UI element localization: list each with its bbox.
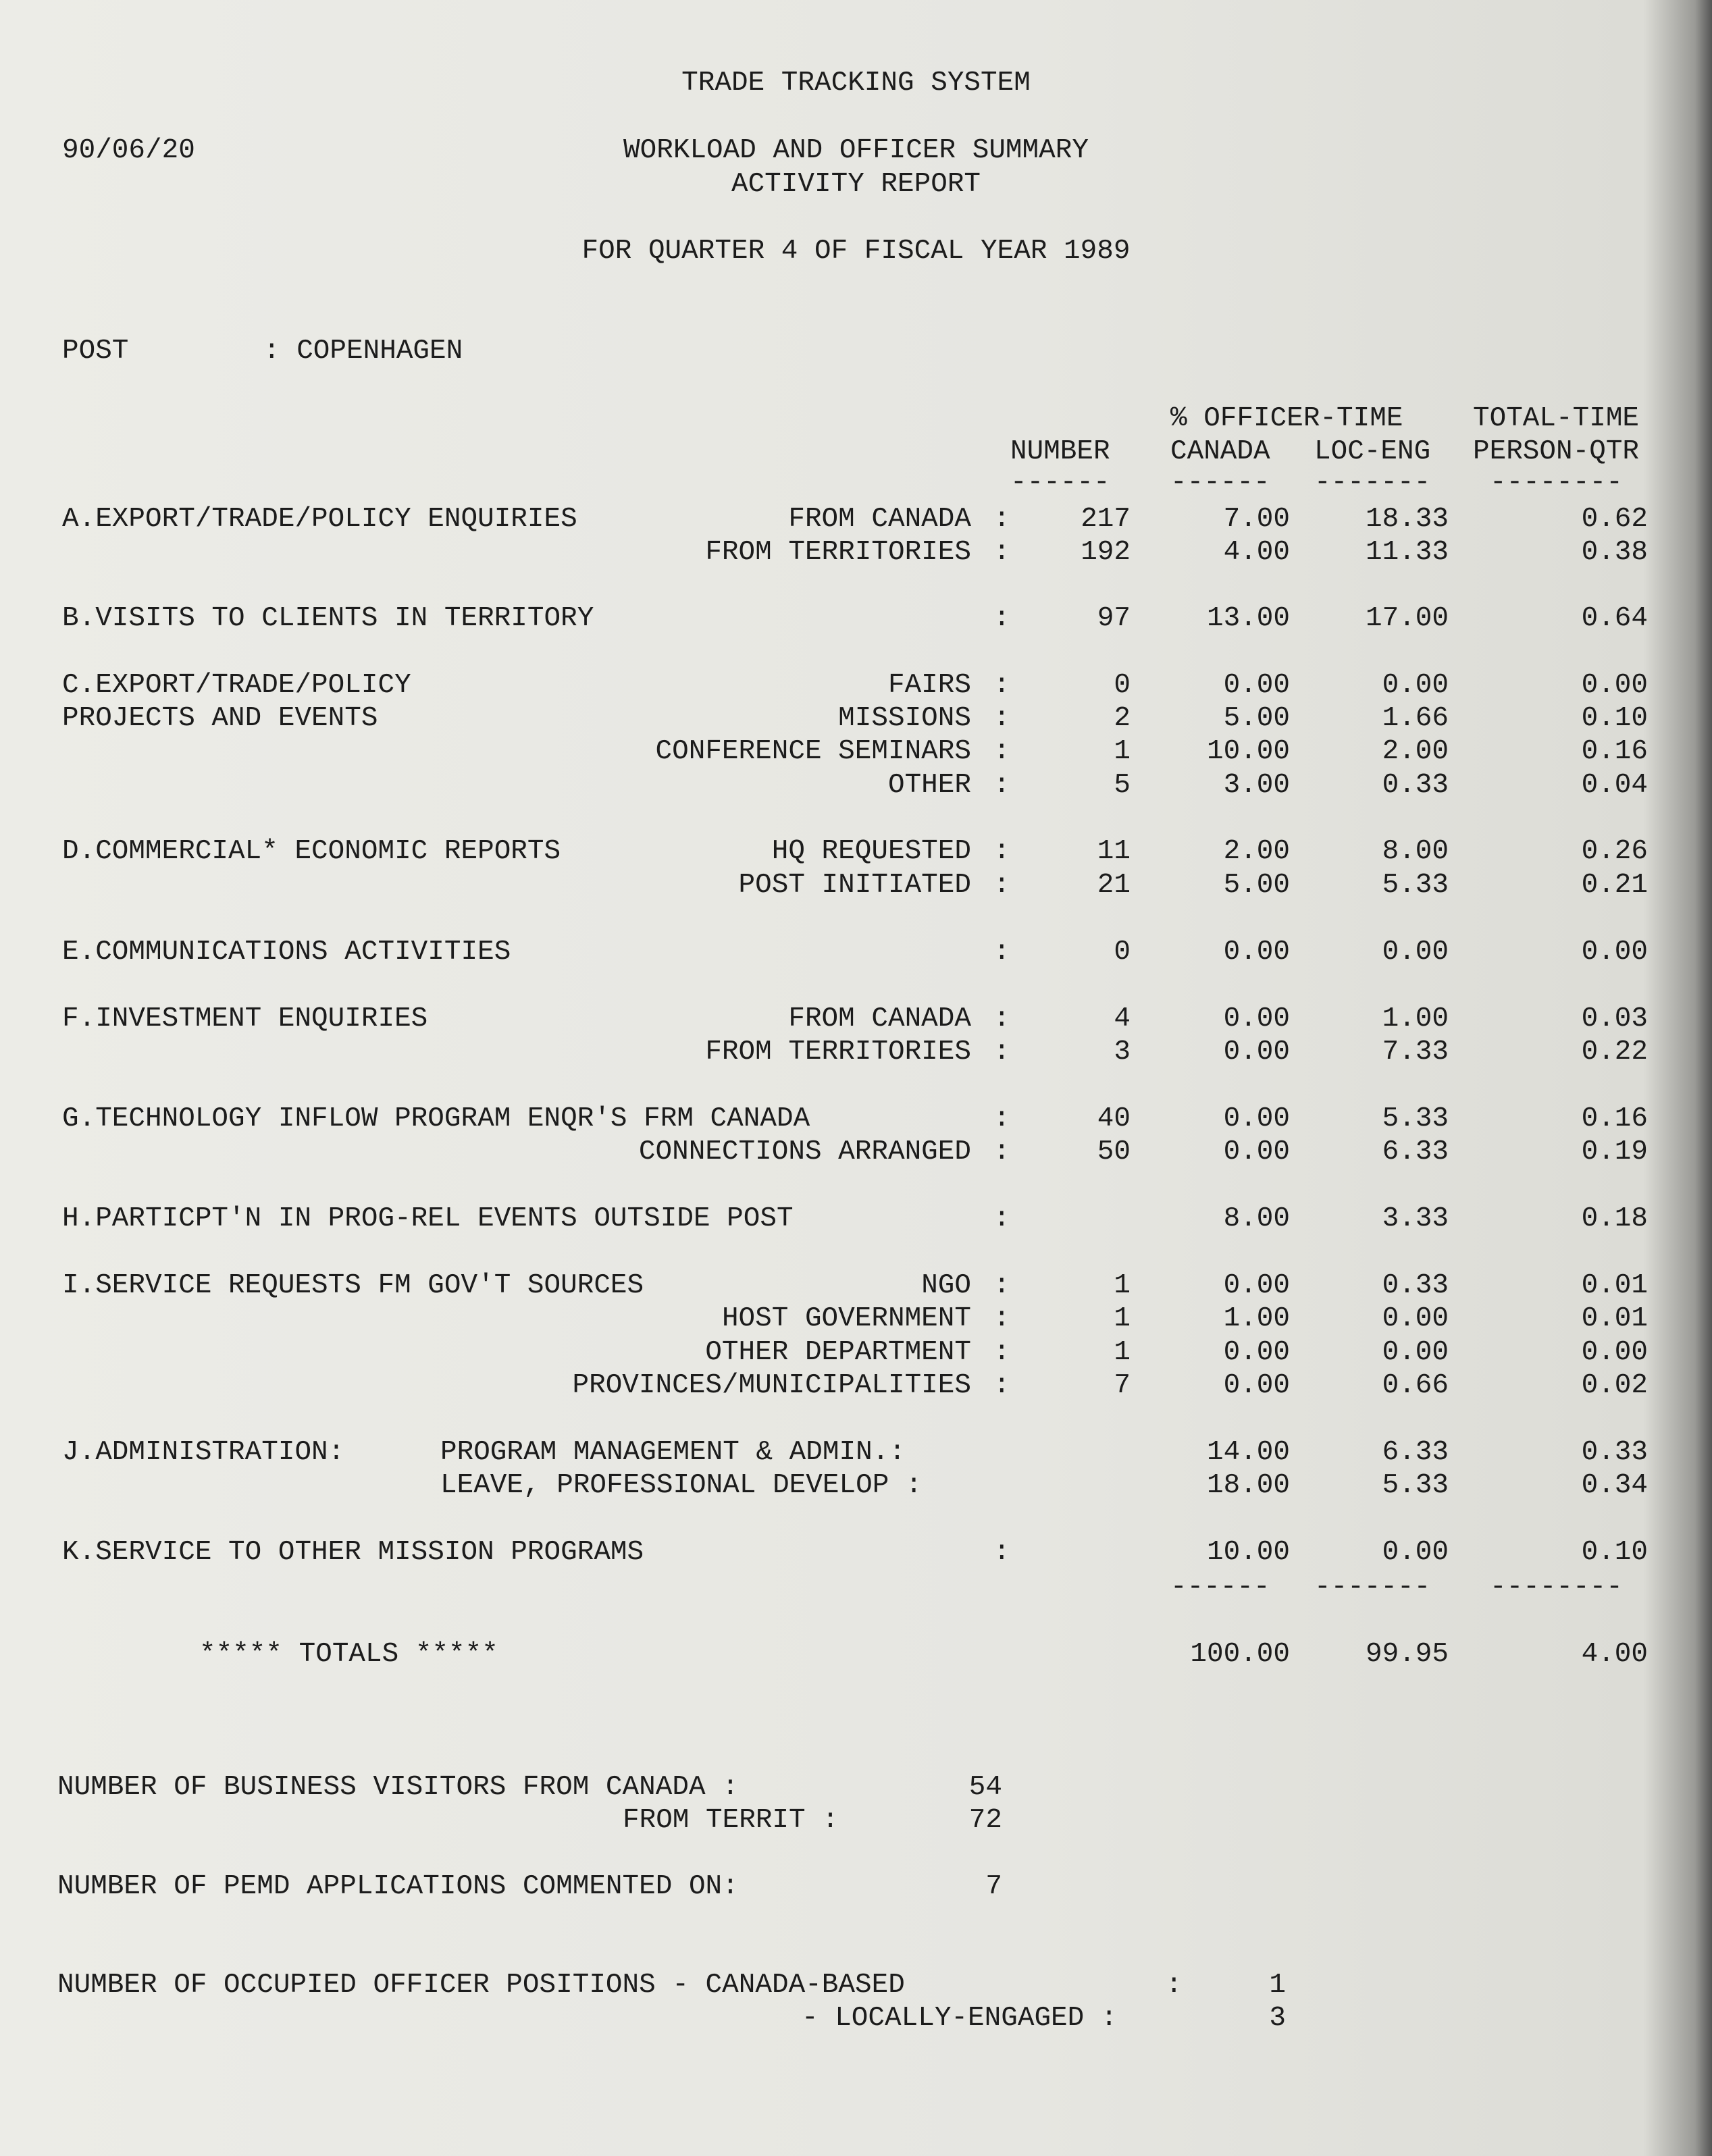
row-number: 7 xyxy=(1114,1370,1131,1401)
row-subcategory: FROM TERRITORIES xyxy=(705,1036,971,1068)
visitors-label: NUMBER OF BUSINESS VISITORS FROM CANADA : xyxy=(57,1772,739,1803)
row-subcategory: PROVINCES/MUNICIPALITIES xyxy=(572,1370,971,1401)
table-row xyxy=(0,835,1712,868)
row-colon: : xyxy=(993,504,1010,535)
row-loceng: 11.33 xyxy=(1365,537,1449,568)
row-colon: : xyxy=(993,1036,1010,1068)
row-loceng: 1.00 xyxy=(1382,1003,1449,1034)
row-person-qtr: 0.38 xyxy=(1581,537,1648,568)
row-subcategory: POST INITIATED xyxy=(738,870,971,901)
row-colon: : xyxy=(993,937,1010,968)
positions-line xyxy=(0,1968,1712,2002)
row-subcategory: MISSIONS xyxy=(838,703,971,734)
row-loceng: 6.33 xyxy=(1382,1136,1449,1167)
row-loceng: 3.33 xyxy=(1382,1203,1449,1234)
positions-le-line xyxy=(0,2001,1712,2035)
row-person-qtr: 0.00 xyxy=(1581,670,1648,701)
pemd-line xyxy=(0,1870,1712,1903)
row-person-qtr: 0.33 xyxy=(1581,1437,1648,1468)
row-number: 11 xyxy=(1097,836,1131,867)
row-person-qtr: 0.26 xyxy=(1581,836,1648,867)
col-number: NUMBER xyxy=(1010,436,1110,467)
report-title-line xyxy=(0,134,1712,167)
row-loceng: 0.00 xyxy=(1382,1537,1449,1568)
row-section: A.EXPORT/TRADE/POLICY ENQUIRIES xyxy=(62,504,577,535)
totals-pq: 4.00 xyxy=(1581,1639,1648,1670)
pemd-label: NUMBER OF PEMD APPLICATIONS COMMENTED ON: xyxy=(57,1871,739,1902)
row-subcategory: FAIRS xyxy=(887,670,971,701)
row-loceng: 18.33 xyxy=(1365,504,1449,535)
row-subcategory: CONNECTIONS ARRANGED xyxy=(638,1136,971,1167)
rule-canada: ------ xyxy=(1170,467,1270,498)
table-row xyxy=(0,502,1712,536)
totals-rule-line xyxy=(0,1571,1712,1604)
report-date: 90/06/20 xyxy=(62,135,195,166)
row-colon: : xyxy=(993,1337,1010,1368)
row-colon: : xyxy=(993,1003,1010,1034)
report-title: WORKLOAD AND OFFICER SUMMARY xyxy=(623,135,1089,166)
row-colon: : xyxy=(993,670,1010,701)
visitors-territ-label: FROM TERRIT : xyxy=(623,1805,839,1836)
row-number: 0 xyxy=(1114,937,1131,968)
row-loceng: 0.00 xyxy=(1382,670,1449,701)
row-number: 0 xyxy=(1114,670,1131,701)
row-colon: : xyxy=(993,1537,1010,1568)
pemd-value: 7 xyxy=(985,1871,1002,1902)
row-number: 1 xyxy=(1114,1337,1131,1368)
row-person-qtr: 0.04 xyxy=(1581,770,1648,801)
totals-label: ***** TOTALS ***** xyxy=(199,1639,498,1670)
row-person-qtr: 0.10 xyxy=(1581,703,1648,734)
row-loceng: 0.66 xyxy=(1382,1370,1449,1401)
rule-personqtr: -------- xyxy=(1490,467,1623,498)
row-section: B.VISITS TO CLIENTS IN TERRITORY xyxy=(62,603,594,634)
row-loceng: 0.00 xyxy=(1382,1303,1449,1334)
totals-line xyxy=(0,1637,1712,1671)
row-section: G.TECHNOLOGY INFLOW PROGRAM ENQR'S FRM CANADA xyxy=(62,1103,810,1134)
row-colon: : xyxy=(993,1203,1010,1234)
table-row xyxy=(0,1102,1712,1136)
row-loceng: 7.33 xyxy=(1382,1036,1449,1068)
row-colon: : xyxy=(993,603,1010,634)
report-period-line xyxy=(0,234,1712,268)
post-label: POST xyxy=(62,336,129,367)
row-number: 5 xyxy=(1114,770,1131,801)
row-number: 4 xyxy=(1114,1003,1131,1034)
report-period: FOR QUARTER 4 OF FISCAL YEAR 1989 xyxy=(581,236,1131,267)
row-loceng: 2.00 xyxy=(1382,736,1449,767)
table-row xyxy=(0,1302,1712,1336)
row-person-qtr: 0.03 xyxy=(1581,1003,1648,1034)
row-person-qtr: 0.10 xyxy=(1581,1537,1648,1568)
col-loc-eng: LOC-ENG xyxy=(1314,436,1431,467)
table-row xyxy=(0,1035,1712,1069)
row-person-qtr: 0.02 xyxy=(1581,1370,1648,1401)
totals-rule-pq: -------- xyxy=(1490,1572,1623,1603)
row-section: D.COMMERCIAL* ECONOMIC REPORTS xyxy=(62,836,561,867)
row-number: 40 xyxy=(1097,1103,1131,1134)
table-row xyxy=(0,668,1712,702)
row-colon: : xyxy=(993,1303,1010,1334)
row-number: 3 xyxy=(1114,1036,1131,1068)
row-colon: : xyxy=(993,1103,1010,1134)
positions-cb: 1 xyxy=(1269,1970,1286,2001)
row-subcategory: HOST GOVERNMENT xyxy=(721,1303,971,1334)
row-person-qtr: 0.62 xyxy=(1581,504,1648,535)
row-person-qtr: 0.00 xyxy=(1581,937,1648,968)
row-person-qtr: 0.18 xyxy=(1581,1203,1648,1234)
row-canada: 0.00 xyxy=(1223,1003,1290,1034)
row-canada: 13.00 xyxy=(1206,603,1290,634)
row-canada: 10.00 xyxy=(1206,1537,1290,1568)
visitors-territ-line xyxy=(0,1804,1712,1837)
table-row xyxy=(0,1269,1712,1303)
row-person-qtr: 0.19 xyxy=(1581,1136,1648,1167)
row-loceng: 0.33 xyxy=(1382,1270,1449,1301)
row-colon: : xyxy=(993,1270,1010,1301)
col-total-time: TOTAL-TIME xyxy=(1473,403,1640,434)
row-person-qtr: 0.34 xyxy=(1581,1470,1648,1501)
row-canada: 8.00 xyxy=(1223,1203,1290,1234)
table-row xyxy=(0,1002,1712,1036)
row-canada: 0.00 xyxy=(1223,1136,1290,1167)
row-colon: : xyxy=(993,537,1010,568)
row-canada: 0.00 xyxy=(1223,1103,1290,1134)
row-colon: : xyxy=(993,870,1010,901)
row-canada: 5.00 xyxy=(1223,870,1290,901)
post-line xyxy=(0,334,1712,368)
totals-rule-canada: ------ xyxy=(1170,1572,1270,1603)
row-subcategory: PROGRAM MANAGEMENT & ADMIN.: xyxy=(440,1437,906,1468)
row-canada: 1.00 xyxy=(1223,1303,1290,1334)
column-header-line-2 xyxy=(0,435,1712,469)
report-subtitle: ACTIVITY REPORT xyxy=(731,169,981,200)
table-row xyxy=(0,1535,1712,1569)
row-number: 50 xyxy=(1097,1136,1131,1167)
row-subcategory: FROM TERRITORIES xyxy=(705,537,971,568)
row-section: H.PARTICPT'N IN PROG-REL EVENTS OUTSIDE POST xyxy=(62,1203,794,1234)
row-canada: 0.00 xyxy=(1223,1370,1290,1401)
table-row xyxy=(0,1202,1712,1236)
positions-cb-colon: : xyxy=(1166,1970,1183,2001)
row-section: PROJECTS AND EVENTS xyxy=(62,703,378,734)
row-canada: 10.00 xyxy=(1206,736,1290,767)
row-subcategory: OTHER DEPARTMENT xyxy=(705,1337,971,1368)
positions-le: 3 xyxy=(1269,2003,1286,2034)
row-section: E.COMMUNICATIONS ACTIVITIES xyxy=(62,937,511,968)
row-number: 217 xyxy=(1081,504,1131,535)
row-person-qtr: 0.01 xyxy=(1581,1270,1648,1301)
row-subcategory: OTHER xyxy=(887,770,971,801)
table-row xyxy=(0,535,1712,569)
totals-rule-loceng: ------- xyxy=(1314,1572,1431,1603)
col-pct-officer-time: % OFFICER-TIME xyxy=(1170,403,1403,434)
totals-loceng: 99.95 xyxy=(1365,1639,1449,1670)
table-row xyxy=(0,1369,1712,1402)
row-number: 1 xyxy=(1114,1303,1131,1334)
row-colon: : xyxy=(993,736,1010,767)
row-section: K.SERVICE TO OTHER MISSION PROGRAMS xyxy=(62,1537,644,1568)
row-loceng: 1.66 xyxy=(1382,703,1449,734)
row-canada: 0.00 xyxy=(1223,1270,1290,1301)
post-value: : COPENHAGEN xyxy=(263,336,463,367)
table-row xyxy=(0,1135,1712,1169)
row-subcategory: FROM CANADA xyxy=(788,504,971,535)
row-section: C.EXPORT/TRADE/POLICY xyxy=(62,670,411,701)
row-person-qtr: 0.21 xyxy=(1581,870,1648,901)
row-subcategory: HQ REQUESTED xyxy=(771,836,971,867)
row-person-qtr: 0.22 xyxy=(1581,1036,1648,1068)
table-row xyxy=(0,935,1712,969)
row-loceng: 0.00 xyxy=(1382,1337,1449,1368)
table-row xyxy=(0,1336,1712,1369)
row-person-qtr: 0.00 xyxy=(1581,1337,1648,1368)
row-loceng: 8.00 xyxy=(1382,836,1449,867)
visitors-line xyxy=(0,1770,1712,1804)
row-colon: : xyxy=(993,1370,1010,1401)
row-subcategory: FROM CANADA xyxy=(788,1003,971,1034)
row-canada: 7.00 xyxy=(1223,504,1290,535)
row-subcategory: LEAVE, PROFESSIONAL DEVELOP : xyxy=(440,1470,923,1501)
row-loceng: 5.33 xyxy=(1382,1103,1449,1134)
row-number: 2 xyxy=(1114,703,1131,734)
column-header-line-1 xyxy=(0,402,1712,436)
system-title-line xyxy=(0,66,1712,100)
row-canada: 4.00 xyxy=(1223,537,1290,568)
table-row xyxy=(0,702,1712,735)
row-colon: : xyxy=(993,703,1010,734)
row-number: 21 xyxy=(1097,870,1131,901)
rule-loceng: ------- xyxy=(1314,467,1431,498)
row-canada: 3.00 xyxy=(1223,770,1290,801)
row-loceng: 17.00 xyxy=(1365,603,1449,634)
table-row xyxy=(0,1436,1712,1469)
row-section: I.SERVICE REQUESTS FM GOV'T SOURCES xyxy=(62,1270,644,1301)
row-subcategory: CONFERENCE SEMINARS xyxy=(655,736,971,767)
row-number: 1 xyxy=(1114,1270,1131,1301)
row-loceng: 6.33 xyxy=(1382,1437,1449,1468)
row-colon: : xyxy=(993,770,1010,801)
table-row xyxy=(0,868,1712,902)
row-loceng: 5.33 xyxy=(1382,1470,1449,1501)
table-row xyxy=(0,735,1712,768)
visitors-territ: 72 xyxy=(968,1805,1002,1836)
row-canada: 2.00 xyxy=(1223,836,1290,867)
row-section: J.ADMINISTRATION: xyxy=(62,1437,345,1468)
table-row xyxy=(0,602,1712,635)
row-colon: : xyxy=(993,1136,1010,1167)
col-canada: CANADA xyxy=(1170,436,1270,467)
row-canada: 18.00 xyxy=(1206,1470,1290,1501)
row-canada: 0.00 xyxy=(1223,1337,1290,1368)
row-canada: 14.00 xyxy=(1206,1437,1290,1468)
table-row xyxy=(0,768,1712,802)
row-number: 1 xyxy=(1114,736,1131,767)
row-person-qtr: 0.16 xyxy=(1581,1103,1648,1134)
positions-label: NUMBER OF OCCUPIED OFFICER POSITIONS - CANADA-BASED xyxy=(57,1970,905,2001)
table-row xyxy=(0,1469,1712,1502)
row-loceng: 0.00 xyxy=(1382,937,1449,968)
row-loceng: 5.33 xyxy=(1382,870,1449,901)
row-person-qtr: 0.64 xyxy=(1581,603,1648,634)
positions-le-label: - LOCALLY-ENGAGED : xyxy=(802,2003,1118,2034)
row-subcategory: NGO xyxy=(921,1270,971,1301)
row-canada: 0.00 xyxy=(1223,670,1290,701)
row-colon: : xyxy=(993,836,1010,867)
report-subtitle-line xyxy=(0,167,1712,201)
row-canada: 0.00 xyxy=(1223,937,1290,968)
row-section: F.INVESTMENT ENQUIRIES xyxy=(62,1003,428,1034)
row-canada: 0.00 xyxy=(1223,1036,1290,1068)
visitors-canada: 54 xyxy=(968,1772,1002,1803)
row-loceng: 0.33 xyxy=(1382,770,1449,801)
row-canada: 5.00 xyxy=(1223,703,1290,734)
row-person-qtr: 0.16 xyxy=(1581,736,1648,767)
totals-canada: 100.00 xyxy=(1190,1639,1290,1670)
row-person-qtr: 0.01 xyxy=(1581,1303,1648,1334)
row-number: 192 xyxy=(1081,537,1131,568)
row-number: 97 xyxy=(1097,603,1131,634)
column-rule-line xyxy=(0,466,1712,500)
col-person-qtr: PERSON-QTR xyxy=(1473,436,1640,467)
system-title: TRADE TRACKING SYSTEM xyxy=(681,68,1031,99)
rule-number: ------ xyxy=(1010,467,1110,498)
